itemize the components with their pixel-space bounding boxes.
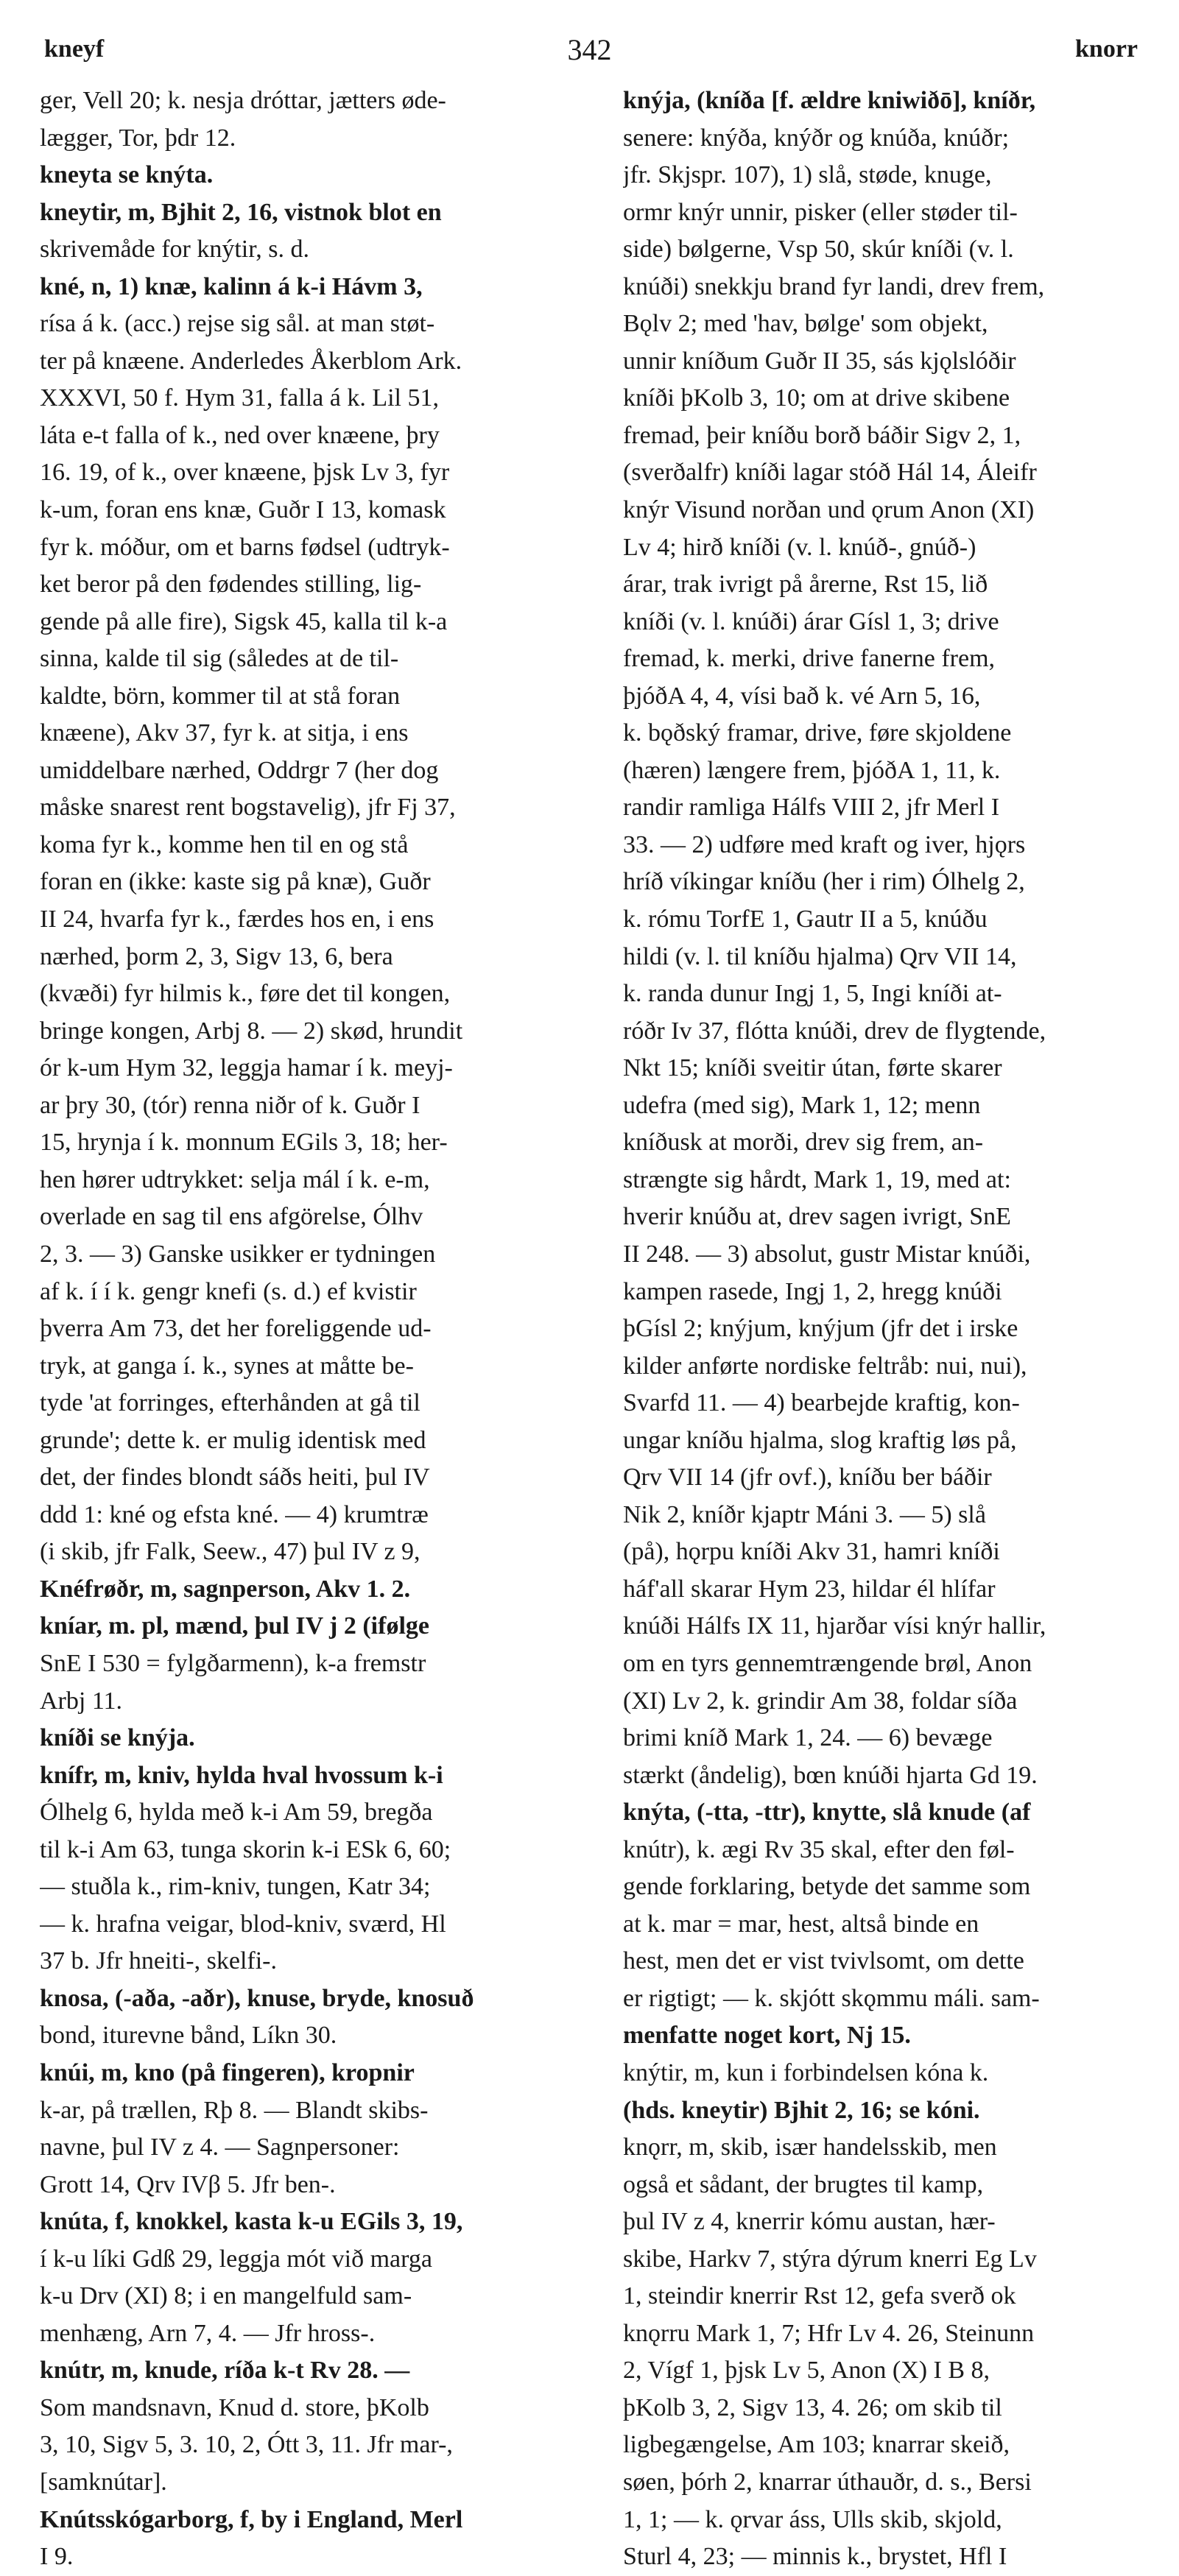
text-line: ór k-um Hym 32, leggja hamar í k. meyj- (40, 1054, 453, 1082)
text-line: ket beror på den fødendes stilling, lig- (40, 571, 422, 599)
text-line: ar þry 30, (tór) renna niðr of k. Guðr I (40, 1091, 420, 1119)
text-line: þverra Am 73, det her foreliggende ud- (40, 1315, 432, 1343)
text-line: det, der findes blondt sáðs heiti, þul IV (40, 1464, 430, 1492)
text-line: k. rómu TorfE 1, Gautr II a 5, knúðu (623, 906, 988, 934)
text-line: udefra (med sig), Mark 1, 12; menn (623, 1091, 981, 1119)
text-line: róðr Iv 37, flótta knúði, drev de flygtende, (623, 1017, 1046, 1045)
text-line: hen hører udtrykket: selja mál í k. e-m, (40, 1165, 430, 1193)
text-line: kníðusk at morði, drev sig frem, an- (623, 1129, 984, 1157)
text-line: knífr, m, kniv, hylda hval hvossum k-i (40, 1761, 443, 1789)
text-line: (i skib, jfr Falk, Seew., 47) þul IV z 9, (40, 1538, 420, 1566)
text-line: kníar, m. pl, mænd, þul IV j 2 (ifølge (40, 1612, 429, 1640)
text-line: fyr k. móður, om et barns fødsel (udtryk- (40, 533, 450, 561)
text-line: knýr Visund norðan und ǫrum Anon (XI) (623, 496, 1035, 524)
text-line: fremad, þeir kníðu borð báðir Sigv 2, 1, (623, 421, 1021, 449)
text-line: senere: knýða, knýðr og knúða, knúðr; (623, 124, 1010, 152)
text-line: kníði þKolb 3, 10; om at drive skibene (623, 384, 1010, 412)
text-line: Arbj 11. (40, 1687, 123, 1715)
text-line: at k. mar = mar, hest, altså binde en (623, 1910, 979, 1938)
text-line: þGísl 2; knýjum, knýjum (jfr det i irske (623, 1315, 1018, 1343)
page-number: 342 (567, 33, 612, 66)
header-first-entry: kneyf (44, 35, 105, 63)
text-line: — k. hrafna veigar, blod-kniv, sværd, Hl (40, 1910, 446, 1938)
text-line: Grott 14, Qrv IVβ 5. Jfr ben-. (40, 2170, 336, 2198)
text-line: af k. í í k. gengr knefi (s. d.) ef kvistir (40, 1277, 417, 1305)
left-column (40, 82, 586, 2576)
header-last-entry: knorr (1075, 35, 1138, 63)
text-line: Som mandsnavn, Knud d. store, þKolb (40, 2393, 429, 2421)
text-line: kníði (v. l. knúði) árar Gísl 1, 3; drive (623, 607, 999, 635)
text-line: 2, 3. — 3) Ganske usikker er tydningen (40, 1240, 436, 1268)
text-line: hverir knúðu at, drev sagen ivrigt, SnE (623, 1203, 1011, 1231)
text-line: SnE I 530 = fylgðarmenn), k-a fremstr (40, 1649, 426, 1677)
text-line: side) bølgerne, Vsp 50, skúr kníði (v. l. (623, 236, 1014, 264)
text-line: til k-i Am 63, tunga skorin k-i ESk 6, 60; (40, 1835, 451, 1863)
text-line: XXXVI, 50 f. Hym 31, falla á k. Lil 51, (40, 384, 440, 412)
text-line: þjóðA 4, 4, vísi bað k. vé Arn 5, 16, (623, 682, 981, 710)
text-line: knǫrru Mark 1, 7; Hfr Lv 4. 26, Steinunn (623, 2319, 1035, 2347)
text-line: ormr knýr unnir, pisker (eller støder til- (623, 198, 1018, 226)
text-line: (sverðalfr) kníði lagar stóð Hál 14, Áleifr (623, 459, 1037, 487)
text-line: knútr, m, knude, ríða k-t Rv 28. — (40, 2357, 410, 2385)
text-line: søen, þórh 2, knarrar úthauðr, d. s., Bersi (623, 2469, 1032, 2496)
text-line: Knútsskógarborg, f, by i England, Merl (40, 2505, 463, 2533)
text-line: þKolb 3, 2, Sigv 13, 4. 26; om skib til (623, 2393, 1002, 2421)
text-line: ungar kníðu hjalma, slog kraftig løs på, (623, 1426, 1017, 1454)
text-line: knǫrr, m, skib, især handelsskib, men (623, 2134, 997, 2162)
text-line: (hæren) længere frem, þjóðA 1, 11, k. (623, 756, 1001, 784)
text-line: tyde 'at forringes, efterhånden at gå til (40, 1389, 420, 1417)
text-line: 1, 1; — k. ǫrvar áss, Ulls skib, skjold, (623, 2505, 1002, 2533)
text-line: Svarfd 11. — 4) bearbejde kraftig, kon- (623, 1389, 1020, 1417)
text-line: gende på alle fire), Sigsk 45, kalla til k-a (40, 607, 448, 635)
text-line: kampen rasede, Ingj 1, 2, hregg knúði (623, 1277, 1002, 1305)
text-line: 37 b. Jfr hneiti-, skelfi-. (40, 1947, 277, 1975)
text-line: knýja, (kníða [f. ældre kniwiðō], kníðr, (623, 87, 1036, 114)
text-line: randir ramliga Hálfs VIII 2, jfr Merl I (623, 794, 1000, 822)
text-line: í k-u líki Gdß 29, leggja mót við marga (40, 2245, 432, 2273)
text-line: kné, n, 1) knæ, kalinn á k-i Hávm 3, (40, 272, 423, 300)
text-line: — stuðla k., rim-kniv, tungen, Katr 34; (40, 1873, 431, 1901)
text-line: knæene), Akv 37, fyr k. at sitja, i ens (40, 719, 409, 747)
text-line: bringe kongen, Arbj 8. — 2) skød, hrundit (40, 1017, 463, 1045)
text-line: skrivemåde for knýtir, s. d. (40, 236, 309, 264)
text-line: knosa, (-aða, -aðr), knuse, bryde, knosuð (40, 1984, 474, 2012)
text-line: Lv 4; hirð kníði (v. l. knúð-, gnúð-) (623, 533, 976, 561)
text-line: 33. — 2) udføre med kraft og iver, hjǫrs (623, 830, 1026, 858)
text-line: menfatte noget kort, Nj 15. (623, 2022, 911, 2050)
text-line: kilder anførte nordiske feltråb: nui, nui), (623, 1352, 1027, 1380)
text-line: umiddelbare nærhed, Oddrgr 7 (her dog (40, 756, 439, 784)
text-line: árar, trak ivrigt på årerne, Rst 15, lið (623, 571, 988, 599)
text-line: k. bǫðský framar, drive, føre skjoldene (623, 719, 1012, 747)
text-line: fremad, k. merki, drive fanerne frem, (623, 645, 996, 673)
text-line: knúta, f, knokkel, kasta k-u EGils 3, 19, (40, 2208, 463, 2236)
text-line: måske snarest rent bogstavelig), jfr Fj 37, (40, 794, 456, 822)
text-line: ter på knæene. Anderledes Åkerblom Ark. (40, 347, 462, 375)
text-line: er rigtigt; — k. skjótt skǫmmu máli. sam- (623, 1984, 1040, 2012)
text-line: kneytir, m, Bjhit 2, 16, vistnok blot en (40, 198, 442, 226)
text-line: unnir kníðum Guðr II 35, sás kjǫlslóðir (623, 347, 1016, 375)
text-line: koma fyr k., komme hen til en og stå (40, 830, 409, 858)
text-line: I 9. (40, 2543, 74, 2571)
text-line: menhæng, Arn 7, 4. — Jfr hross-. (40, 2319, 376, 2347)
text-line: stærkt (åndelig), bœn knúði hjarta Gd 19. (623, 1761, 1038, 1789)
text-line: II 24, hvarfa fyr k., færdes hos en, i ens (40, 906, 434, 934)
text-line: Knéfrøðr, m, sagnperson, Akv 1. 2. (40, 1575, 411, 1603)
text-line: Bǫlv 2; med 'hav, bølge' som objekt, (623, 310, 988, 338)
text-line: foran en (ikke: kaste sig på knæ), Guðr (40, 868, 431, 896)
text-line: háf'all skarar Hym 23, hildar él hlífar (623, 1575, 996, 1603)
text-line: Ólhelg 6, hylda með k-i Am 59, bregða (40, 1799, 433, 1827)
text-line: om en tyrs gennemtrængende brøl, Anon (623, 1649, 1032, 1677)
text-line: knútr), k. ægi Rv 35 skal, efter den føl- (623, 1835, 1015, 1863)
text-line: strængte sig hårdt, Mark 1, 19, med at: (623, 1165, 1011, 1193)
text-line: hríð víkingar kníðu (her i rim) Ólhelg 2, (623, 868, 1025, 896)
text-line: hest, men det er vist tvivlsomt, om dette (623, 1947, 1024, 1975)
right-column (623, 82, 1169, 2576)
text-line: brimi kníð Mark 1, 24. — 6) bevæge (623, 1724, 993, 1752)
text-line: Qrv VII 14 (jfr ovf.), kníðu ber báðir (623, 1464, 992, 1492)
text-line: 2, Vígf 1, þjsk Lv 5, Anon (X) I B 8, (623, 2357, 990, 2385)
text-line: Sturl 4, 23; — minnis k., brystet, Hfl I (623, 2543, 1007, 2571)
text-line: jfr. Skjspr. 107), 1) slå, støde, knuge, (623, 161, 992, 189)
text-line: navne, þul IV z 4. — Sagnpersoner: (40, 2134, 400, 2162)
page-header (38, 29, 1141, 74)
text-line: ddd 1: kné og efsta kné. — 4) krumtræ (40, 1500, 429, 1528)
text-line: 16. 19, of k., over knæene, þjsk Lv 3, fyr (40, 459, 450, 487)
text-line: kníði se knýja. (40, 1724, 195, 1752)
text-line: láta e-t falla of k., ned over knæene, þry (40, 421, 440, 449)
text-line: sinna, kalde til sig (således at de til- (40, 645, 399, 673)
text-line: grunde'; dette k. er mulig identisk med (40, 1426, 426, 1454)
text-line: (hds. kneytir) Bjhit 2, 16; se kóni. (623, 2096, 980, 2124)
text-line: 15, hrynja í k. monnum EGils 3, 18; her- (40, 1129, 448, 1157)
text-line: k-ar, på trællen, Rþ 8. — Blandt skibs- (40, 2096, 429, 2124)
text-line: k-um, foran ens knæ, Guðr I 13, komask (40, 496, 446, 524)
text-line: ger, Vell 20; k. nesja dróttar, jætters øde- (40, 87, 446, 114)
text-line: þul IV z 4, knerrir kómu austan, hær- (623, 2208, 996, 2236)
text-line: (kvæði) fyr hilmis k., føre det til kongen, (40, 980, 451, 1008)
text-line: 3, 10, Sigv 5, 3. 10, 2, Ótt 3, 11. Jfr mar-, (40, 2431, 453, 2459)
text-line: knúi, m, kno (på fingeren), kropnir (40, 2058, 415, 2086)
text-line: knúði Hálfs IX 11, hjarðar vísi knýr hallir, (623, 1612, 1046, 1640)
text-line: tryk, at ganga í. k., synes at måtte be- (40, 1352, 414, 1380)
text-line: (XI) Lv 2, k. grindir Am 38, foldar síða (623, 1687, 1018, 1715)
text-line: knýta, (-tta, -ttr), knytte, slå knude (af (623, 1799, 1031, 1827)
text-line: II 248. — 3) absolut, gustr Mistar knúði, (623, 1240, 1031, 1268)
text-line: knúði) snekkju brand fyr landi, drev frem, (623, 272, 1045, 300)
text-line: gende forklaring, betyde det samme som (623, 1873, 1031, 1901)
text-line: kneyta se knýta. (40, 161, 214, 189)
text-line: (på), hǫrpu kníði Akv 31, hamri kníði (623, 1538, 1000, 1566)
text-line: lægger, Tor, þdr 12. (40, 124, 236, 152)
text-line: [samknútar]. (40, 2469, 167, 2496)
text-line: skibe, Harkv 7, stýra dýrum knerri Eg Lv (623, 2245, 1037, 2273)
text-line: k. randa dunur Ingj 1, 5, Ingi kníði at- (623, 980, 1002, 1008)
text-line: kaldte, börn, kommer til at stå foran (40, 682, 401, 710)
text-line: bond, iturevne bånd, Líkn 30. (40, 2022, 337, 2050)
text-line: rísa á k. (acc.) rejse sig sål. at man støt- (40, 310, 435, 338)
text-line: knýtir, m, kun i forbindelsen kóna k. (623, 2058, 989, 2086)
text-line: Nik 2, kníðr kjaptr Máni 3. — 5) slå (623, 1500, 986, 1528)
text-line: k-u Drv (XI) 8; i en mangelfuld sam- (40, 2282, 412, 2310)
text-line: Nkt 15; kníði sveitir útan, førte skarer (623, 1054, 1002, 1082)
text-line: ligbegængelse, Am 103; knarrar skeið, (623, 2431, 1010, 2459)
text-line: overlade en sag til ens afgörelse, Ólhv (40, 1203, 423, 1231)
text-line: hildi (v. l. til kníðu hjalma) Qrv VII 14, (623, 942, 1017, 970)
text-line: 1, steindir knerrir Rst 12, gefa sverð ok (623, 2282, 1016, 2310)
text-line: også et sådant, der brugtes til kamp, (623, 2170, 984, 2198)
text-line: nærhed, þorm 2, 3, Sigv 13, 6, bera (40, 942, 393, 970)
